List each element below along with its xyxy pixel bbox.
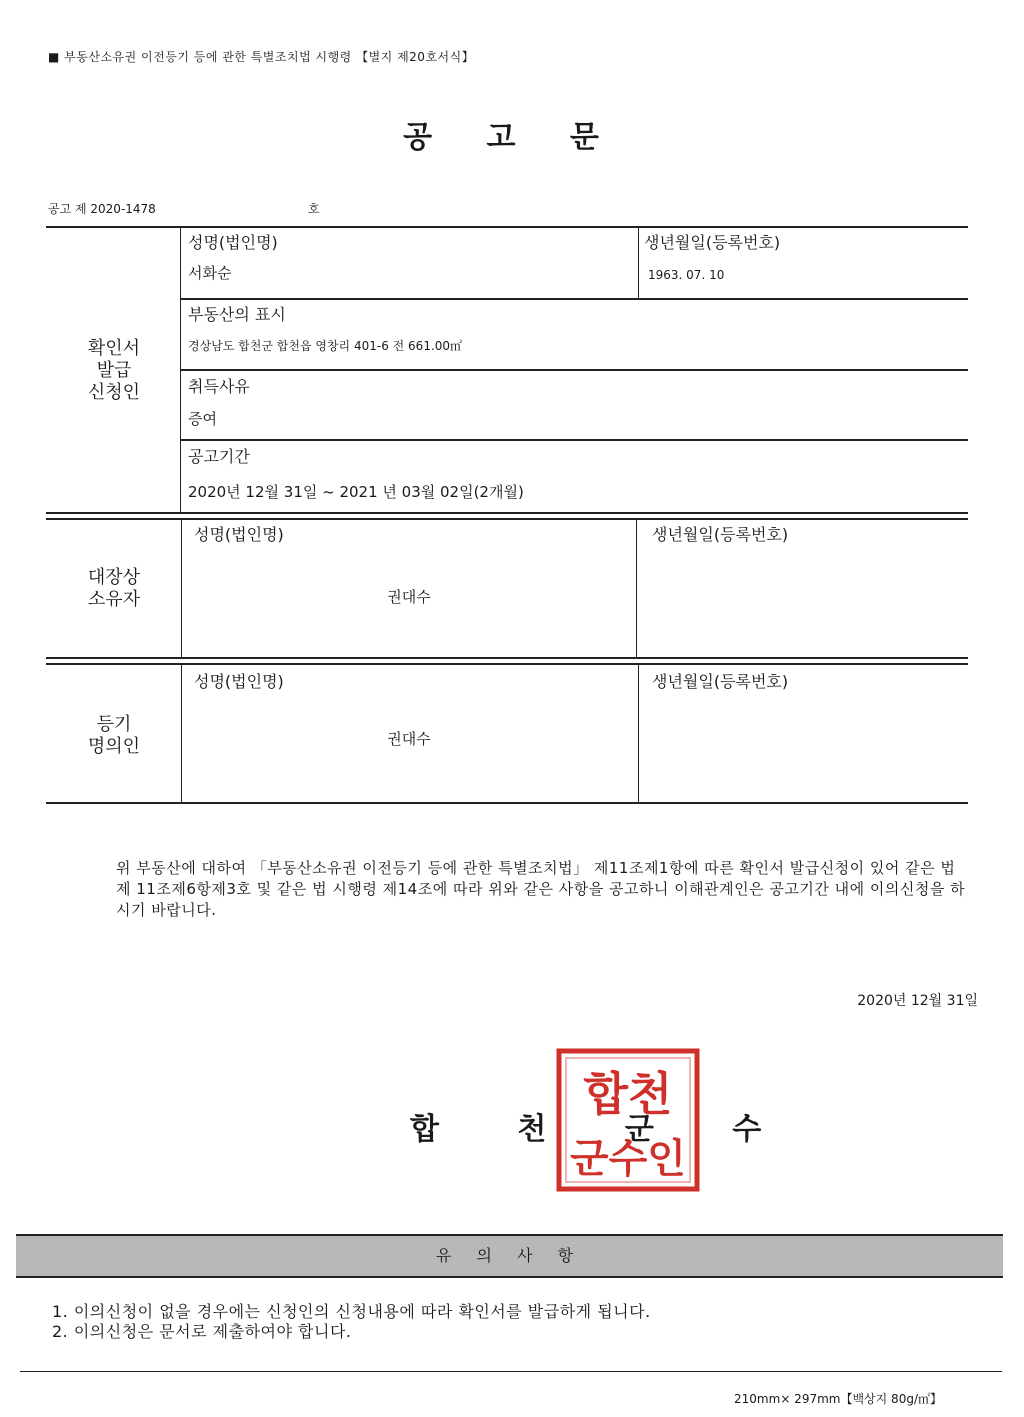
footer-divider	[20, 1371, 1002, 1372]
notice-number-suffix: 호	[308, 202, 320, 216]
table-border	[46, 663, 968, 665]
notice-period: 2020년 12월 31일 ~ 2021 년 03월 02일(2개월)	[188, 483, 524, 501]
bullet-square-icon: ■	[48, 50, 60, 64]
reason-label: 취득사유	[188, 377, 250, 396]
notice-number	[48, 200, 320, 217]
table-divider	[638, 664, 639, 802]
seal-text-line1: 합천	[583, 1067, 673, 1121]
table-divider	[636, 519, 637, 657]
seal-text-line2: 군수인	[570, 1136, 686, 1182]
registered-owner-birth-label: 생년월일(등록번호)	[652, 672, 789, 691]
ledger-owner-name: 권대수	[387, 588, 431, 606]
property-label: 부동산의 표시	[188, 305, 286, 324]
acquisition-reason: 증여	[188, 410, 217, 428]
table-border	[46, 226, 968, 228]
notice-body-text: 위 부동산에 대하여 「부동산소유권 이전등기 등에 관한 특별조치법」 제11조제1항에 따른 확인서 발급신청이 있어 같은 법 제 11조제6항제3호 및 같은 법 시행령 제14조에 따라 위와 같은 사항을 공고하니 이해관계인은 공고기간 내에 이의신청을 하시기 바랍니다.	[116, 859, 966, 919]
applicant-birth-label: 생년월일(등록번호)	[644, 233, 781, 252]
period-label: 공고기간	[188, 447, 250, 466]
table-divider	[638, 227, 639, 298]
paper-spec-footer: 210mm× 297mm【백상지 80g/㎡】	[734, 1392, 942, 1406]
table-row-line	[181, 369, 968, 371]
table-row-line	[181, 439, 968, 441]
registered-owner-name-label: 성명(법인명)	[194, 672, 284, 691]
table-border	[46, 512, 968, 514]
notice-number-prefix: 공고 제 2020-1478	[48, 202, 156, 216]
page-title: 공 고 문	[403, 120, 621, 155]
registered-owner-name: 권대수	[387, 730, 431, 748]
notes-list	[52, 1302, 651, 1342]
applicant-birth: 1963. 07. 10	[648, 268, 725, 282]
applicant-name-label: 성명(법인명)	[188, 233, 278, 252]
regulation-text: 부동산소유권 이전등기 등에 관한 특별조치법 시행령 【별지 제20호서식】	[64, 50, 475, 64]
list-item: 2. 이의신청은 문서로 제출하여야 합니다.	[52, 1322, 352, 1341]
ledger-owner-name-label: 성명(법인명)	[194, 525, 284, 544]
table-border	[46, 657, 968, 659]
table-border	[46, 802, 968, 804]
signer-name: 합 천 군 수	[410, 1112, 796, 1147]
table-border	[46, 518, 968, 520]
applicant-section-label: 확인서 발급 신청인	[87, 338, 141, 403]
table-row-line	[181, 298, 968, 300]
registered-owner-section-label: 등기 명의인	[87, 714, 141, 757]
ledger-owner-birth-label: 생년월일(등록번호)	[652, 525, 789, 544]
notes-title: 유 의 사 항	[16, 1234, 1003, 1278]
property-description: 경상남도 합천군 합천읍 영창리 401-6 전 661.00㎡	[188, 339, 463, 353]
list-item: 1. 이의신청이 없을 경우에는 신청인의 신청내용에 따라 확인서를 발급하게 됩니다.	[52, 1302, 651, 1321]
form-regulation-header	[48, 48, 474, 65]
applicant-name: 서화순	[188, 264, 232, 282]
notice-date: 2020년 12월 31일	[857, 993, 978, 1009]
ledger-owner-section-label: 대장상 소유자	[87, 567, 141, 610]
